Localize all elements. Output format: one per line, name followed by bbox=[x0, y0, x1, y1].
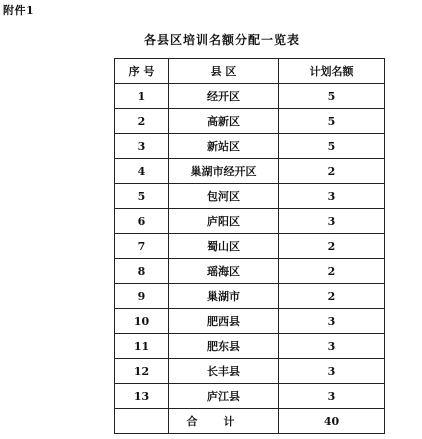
table-row bbox=[115, 334, 385, 359]
row-county: 高新区 bbox=[169, 109, 279, 134]
row-quota: 5 bbox=[279, 84, 385, 109]
row-index: 10 bbox=[115, 309, 169, 334]
row-index: 8 bbox=[115, 259, 169, 284]
header-quota: 计划名额 bbox=[279, 59, 385, 84]
row-county: 庐江县 bbox=[169, 384, 279, 409]
row-index: 3 bbox=[115, 134, 169, 159]
row-county: 包河区 bbox=[169, 184, 279, 209]
attachment-label: 附件1 bbox=[3, 4, 35, 17]
row-quota: 2 bbox=[279, 159, 385, 184]
row-quota: 2 bbox=[279, 284, 385, 309]
row-county: 瑶海区 bbox=[169, 259, 279, 284]
row-county: 庐阳区 bbox=[169, 209, 279, 234]
row-quota: 3 bbox=[279, 209, 385, 234]
row-county: 长丰县 bbox=[169, 359, 279, 384]
row-quota: 3 bbox=[279, 384, 385, 409]
row-quota: 2 bbox=[279, 234, 385, 259]
row-index: 9 bbox=[115, 284, 169, 309]
table-total-row bbox=[115, 409, 385, 434]
row-index: 6 bbox=[115, 209, 169, 234]
row-county: 蜀山区 bbox=[169, 234, 279, 259]
row-county: 肥西县 bbox=[169, 309, 279, 334]
row-index: 1 bbox=[115, 84, 169, 109]
row-quota: 3 bbox=[279, 359, 385, 384]
row-index: 11 bbox=[115, 334, 169, 359]
table-row bbox=[115, 109, 385, 134]
table-row bbox=[115, 384, 385, 409]
row-quota: 3 bbox=[279, 184, 385, 209]
table-row bbox=[115, 159, 385, 184]
row-quota: 5 bbox=[279, 134, 385, 159]
row-county: 巢湖市经开区 bbox=[169, 159, 279, 184]
total-value: 40 bbox=[279, 409, 385, 434]
row-index: 12 bbox=[115, 359, 169, 384]
row-quota: 3 bbox=[279, 309, 385, 334]
table-body bbox=[115, 84, 385, 434]
row-index: 7 bbox=[115, 234, 169, 259]
row-quota: 5 bbox=[279, 109, 385, 134]
table-row bbox=[115, 134, 385, 159]
table-row bbox=[115, 234, 385, 259]
row-county: 肥东县 bbox=[169, 334, 279, 359]
table-row bbox=[115, 209, 385, 234]
header-county: 县 区 bbox=[169, 59, 279, 84]
row-quota: 3 bbox=[279, 334, 385, 359]
table-row bbox=[115, 259, 385, 284]
table-row bbox=[115, 284, 385, 309]
total-empty-cell bbox=[115, 409, 169, 434]
row-index: 4 bbox=[115, 159, 169, 184]
row-quota: 2 bbox=[279, 259, 385, 284]
table-row bbox=[115, 84, 385, 109]
table-row bbox=[115, 359, 385, 384]
table-row bbox=[115, 309, 385, 334]
row-index: 5 bbox=[115, 184, 169, 209]
row-county: 巢湖市 bbox=[169, 284, 279, 309]
total-label: 合计 bbox=[169, 409, 279, 434]
table-row bbox=[115, 184, 385, 209]
document-title: 各县区培训名额分配一览表 bbox=[143, 33, 300, 47]
header-index: 序 号 bbox=[115, 59, 169, 84]
quota-table bbox=[114, 58, 385, 434]
row-index: 2 bbox=[115, 109, 169, 134]
table-header-row bbox=[115, 59, 385, 84]
row-index: 13 bbox=[115, 384, 169, 409]
row-county: 新站区 bbox=[169, 134, 279, 159]
row-county: 经开区 bbox=[169, 84, 279, 109]
